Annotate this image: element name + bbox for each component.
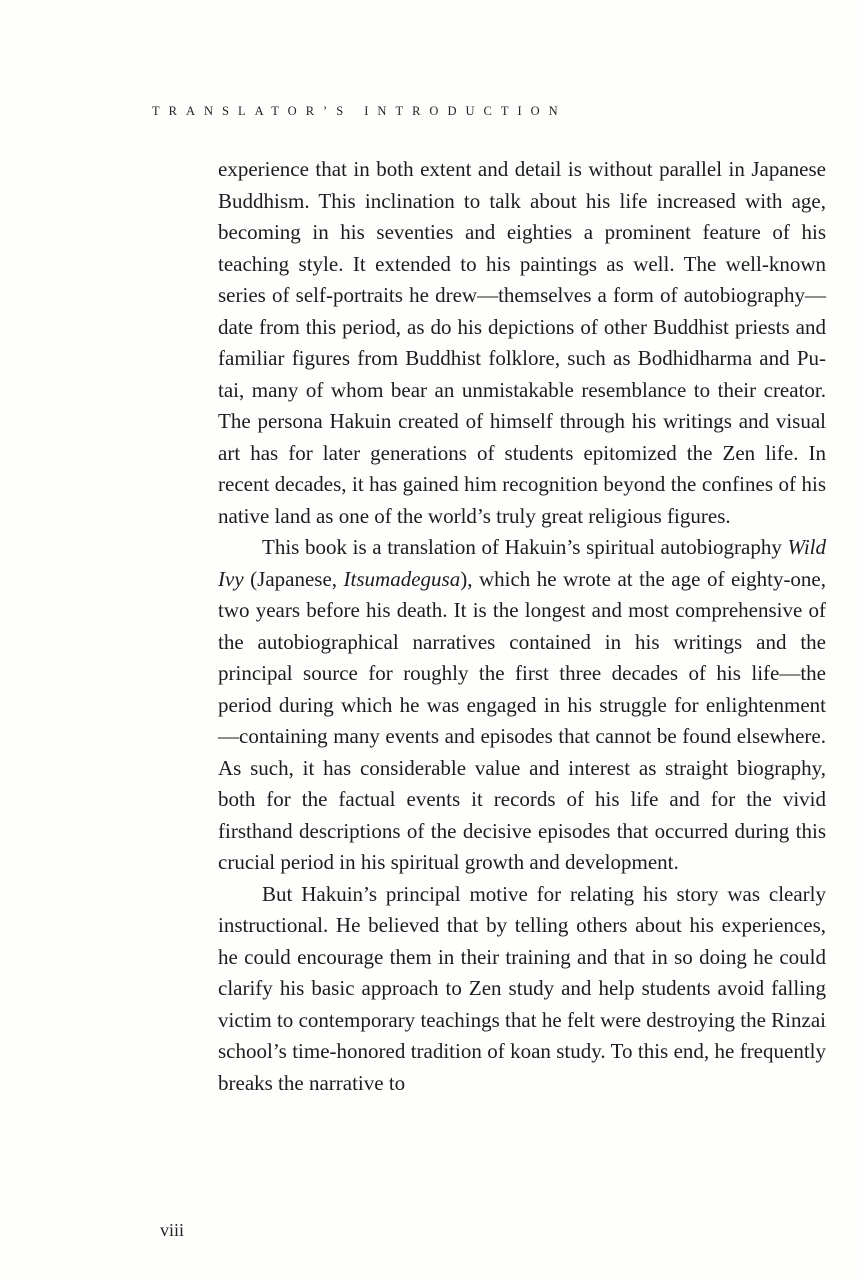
running-head: TRANSLATOR’S INTRODUCTION bbox=[152, 104, 567, 118]
body-text bbox=[218, 154, 826, 1099]
paragraph-3-text: But Hakuin’s principal motive for relating his story was clearly instructional. He believed that by telling others about his experiences, he could encourage them in their training and that in so doing he could clarify his basic approach to Zen study and help students avoid falling victim to contemporary teachings that he felt were destroying the Rinzai school’s time-honored tradition of koan study. To this end, he frequently breaks the narrative to bbox=[218, 881, 826, 1095]
paragraph-1 bbox=[218, 154, 826, 532]
paragraph-2-text-a: This book is a translation of Hakuin’s spiritual autobiography bbox=[262, 535, 788, 559]
book-title-wild-ivy: Wild Ivy bbox=[218, 535, 826, 591]
paragraph-3 bbox=[218, 879, 826, 1100]
paragraph-1-text: experience that in both extent and detail is without parallel in Japanese Buddhism. This inclination to talk about his life increased with age, becoming in his seventies and eighties a prominent feature of his teaching style. It extended to his paintings as well. The well-known series of self-portraits he drew—themselves a form of autobiography—date from this period, as do his depictions of other Buddhist priests and familiar figures from Buddhist folklore, such as Bodhidharma and Pu-tai, many of whom bear an unmistakable resemblance to their creator. The persona Hakuin created of himself through his writings and visual art has for later generations of students epitomized the Zen life. In recent decades, it has gained him recognition beyond the confines of his native land as one of the world’s truly great religious figures. bbox=[218, 157, 826, 528]
book-title-itsumadegusa: Itsumadegusa bbox=[343, 566, 461, 591]
paragraph-2-text-c: ), which he wrote at the age of eighty-one, two years before his death. It is the longest and most comprehensive of the autobiographical narratives contained in his writings and the principal source for roughly the first three decades of his life—the period during which he was engaged in his struggle for enlightenment—containing many events and episodes that cannot be found elsewhere. As such, it has considerable value and interest as straight biography, both for the factual events it records of his life and for the vivid firsthand descriptions of the decisive episodes that occurred during this crucial period in his spiritual growth and development. bbox=[218, 566, 827, 874]
paragraph-2-text-b: (Japanese, bbox=[243, 566, 344, 591]
page-number: viii bbox=[160, 1220, 185, 1240]
paragraph-2 bbox=[218, 532, 826, 879]
